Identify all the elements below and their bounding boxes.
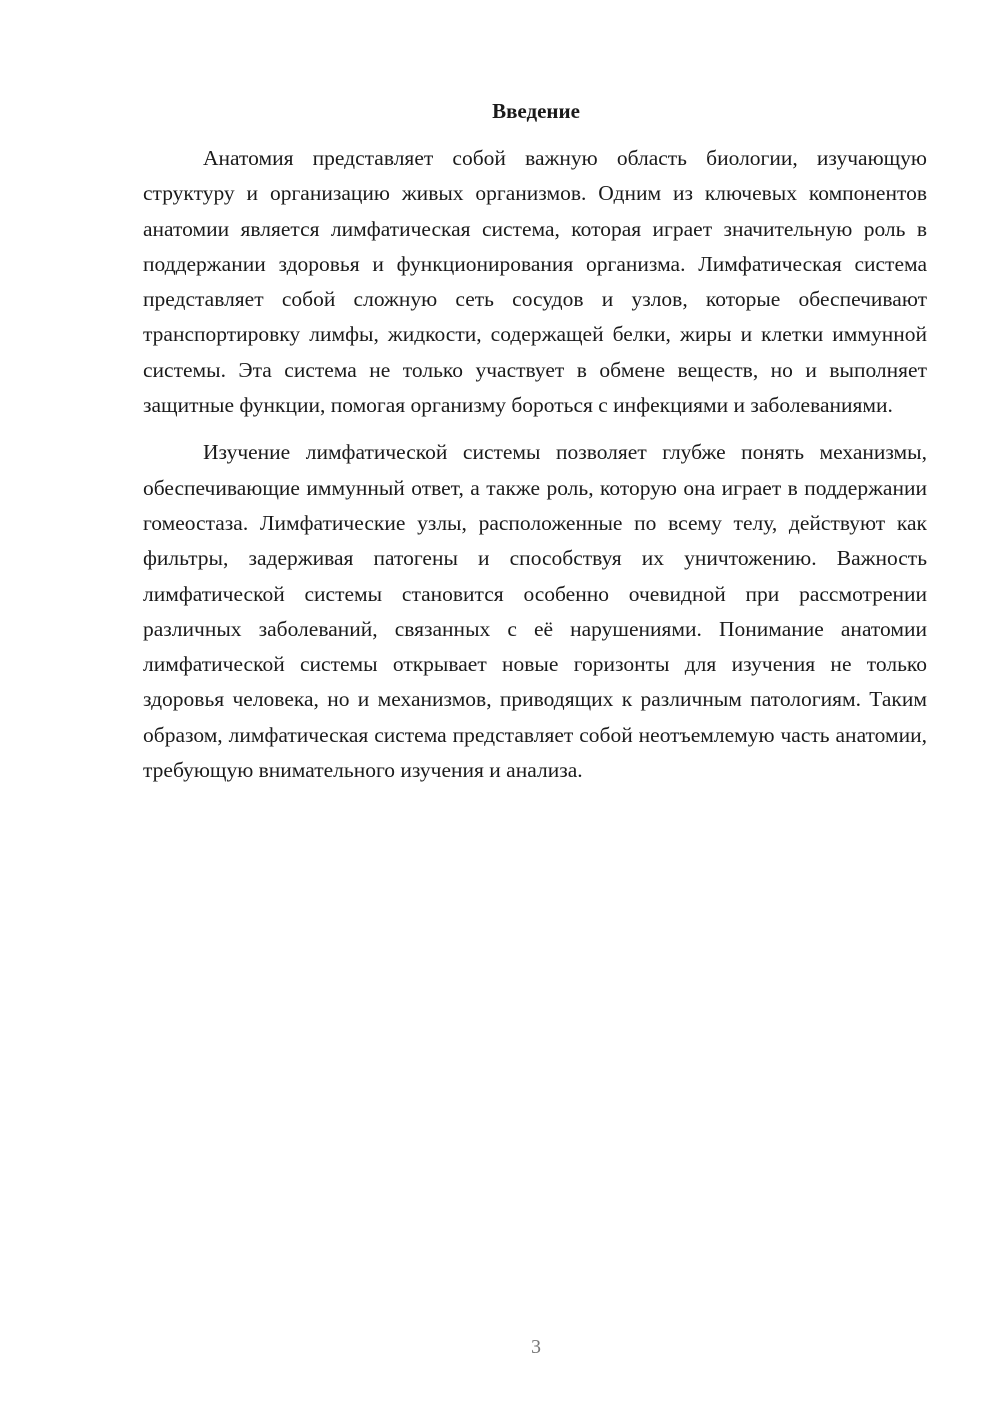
page-number: 3 bbox=[531, 1336, 541, 1358]
paragraph-1: Анатомия представляет собой важную область биологии, изучающую структуру и организацию живых организмов. Одним из ключевых компонентов анатомии является лимфатическая система, которая играет значительную роль в поддержании здоровья и функционирования организма. Лимфатическая система представляет собой сложную сеть сосудов и узлов, которые обеспечивают транспортировку лимфы, жидкости, содержащей белки, жиры и клетки иммунной системы. Эта система не только участвует в обмене веществ, но и выполняет защитные функции, помогая организму бороться с инфекциями и заболеваниями. bbox=[143, 146, 927, 418]
paragraph-2: Изучение лимфатической системы позволяет глубже понять механизмы, обеспечивающие иммунный ответ, а также роль, которую она играет в поддержании гомеостаза. Лимфатические узлы, расположенные по всему телу, действуют как фильтры, задерживая патогены и способствуя их уничтожению. Важность лимфатической системы становится особенно очевидной при рассмотрении различных заболеваний, связанных с её нарушениями. Понимание анатомии лимфатической системы открывает новые горизонты для изучения не только здоровья человека, но и механизмов, приводящих к различным патологиям. Таким образом, лимфатическая система представляет собой неотъемлемую часть анатомии, требующую внимательного изучения и анализа. bbox=[143, 440, 927, 783]
page-title: Введение bbox=[492, 99, 580, 123]
body-text bbox=[143, 141, 927, 788]
